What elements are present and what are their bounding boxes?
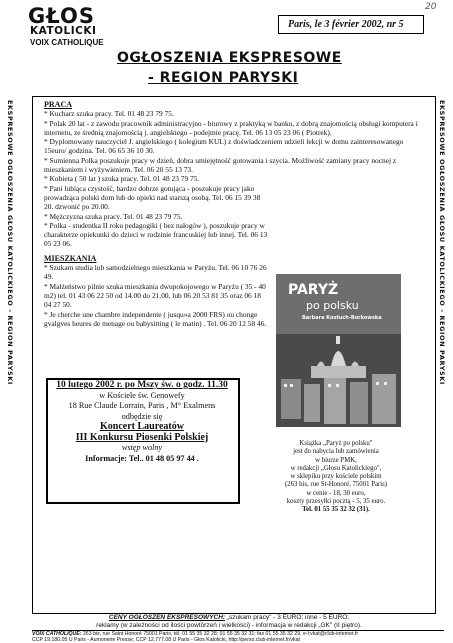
ad-item: * Polak 20 lat - z zawodu pracownik administracyjno - biurowy z praktyką w banku, z dobrą znajomością obsługi komputera i internetu, ze średnią znajomością j. angielskiego - podejmie pracę. Tel. 06 13 05 23 06 ( Piotrek).: [44, 118, 418, 137]
prices-label: CENY OGŁOSZEŃ EKSPRESOWYCH:: [108, 614, 226, 621]
ad-item: * Sumienna Polka poszukuje pracy w dzień, dobra umiejętność gotowania i szycia. Możliwość zamiany pracy nocnej z mieszkaniem i wyżywieniem. Tel. 06 20 55 13 73.: [44, 155, 397, 175]
logo-title: GŁOS: [28, 4, 95, 28]
book-info-line: jest do nabycia lub zamówienia: [293, 448, 379, 456]
book-info-phone: Tel. 01 55 35 32 32 (31).: [302, 506, 370, 514]
page-title-line1: OGŁOSZENIA EKSPRESOWE: [117, 50, 342, 66]
book-info-line: w sklepiku przy kościele polskim: [290, 473, 382, 481]
event-church: w Kościele św. Genowefy: [99, 390, 185, 400]
page-number: 20: [425, 2, 437, 12]
event-address: 18 Rue Claude Lorrain, Paris , M° Exalmens: [68, 401, 216, 410]
ad-item: * Małżeństwo pilnie szuka mieszkania dwupokojowego w Paryżu ( 35 - 40 m2) tel. 01 43 06 22 50 od 14.00 do 21.00, lub 06 20 53 81 35 oraz 06 18 04 27 50.: [44, 281, 266, 310]
section-heading-mieszkania: MIESZKANIA: [44, 253, 97, 263]
book-info-line: w cenie - 18, 30 euro,: [306, 489, 366, 497]
section-heading-praca: PRACA: [44, 100, 72, 109]
logo-french: VOIX CATHOLIQUE: [30, 38, 104, 47]
footer-label: VOIX CATHOLIQUE:: [32, 631, 82, 637]
event-date: 10 lutego 2002 r. po Mszy św. o godz. 11.30: [56, 380, 228, 390]
book-cover-author: Barbara Kostuch-Borkowska: [302, 315, 382, 321]
event-contact: Informacje: Tel.. 01 48 05 97 44 .: [85, 453, 199, 463]
ad-item: * Mężczyzna szuka pracy. Tel. 01 48 23 79 75.: [44, 211, 183, 221]
ad-item: * Polka - studentka II roku pedagogiki ( bez nałogów ), poszukuje pracy w charakterze opiekunki do dzieci w rodzinie francuskiej lub innej. Tel. 06 13 05 23 06.: [44, 220, 268, 249]
publisher-footer: [32, 631, 442, 643]
book-cover-subtitle: po polsku: [306, 299, 359, 312]
prices-line1: „szukam pracy" - 3 EURO; inne - 5 EURO;: [225, 614, 350, 621]
side-text-left: EKSPRESOWE OGŁOSZENIA GŁOSU KATOLICKIEGO - REGION PARYSKI: [6, 100, 14, 385]
ad-item: * Szukam studia lub samodzielnego mieszkania w Paryżu. Tel. 06 10 76 26 49.: [44, 263, 267, 282]
book-info-line: w biurze PMK,: [315, 456, 357, 464]
book-info-line: w redakcji „Głosu Katolickiego",: [290, 464, 382, 472]
event-subtitle: III Konkursu Piosenki Polskiej: [75, 431, 209, 443]
event-title: Koncert Laureatów: [100, 421, 184, 432]
book-cover-title: PARYŻ: [288, 282, 339, 298]
ad-item: * Dyplomowany nauczyciel J. angielskiego ( kolegium KUL) z doświadczeniem udzieli lekcji w domu zainteresowanego 15euro/ godzina. Tel. 06 65 36 10 30.: [44, 137, 404, 156]
issue-date: Paris, le 3 février 2002, nr 5: [288, 19, 404, 30]
ad-item: * Pani lubiąca czystość, bardzo dobrze gotująca - poszukuje pracy jako prowadząca polski dom lub do opieki nad starszą osobą. Tel. 06 15 39 38 20. dzwonić po 20.00.: [44, 183, 261, 212]
logo-subtitle: KATOLICKI: [30, 25, 97, 37]
ad-item: * Je cherche une chambre independente ( jusqu»a 2000 FRS) ou chonge gvalgves heures de menage ou babysitting ( le matin) . Tel. 06 20 12 58 46.: [44, 309, 267, 328]
book-info-line: (263 bis, rue St-Honoré, 75001 Paris): [284, 481, 388, 489]
event-intro: odbędzie się: [121, 411, 163, 421]
book-info-line: Książka „Paryż po polsku": [299, 440, 373, 447]
footer-line1: 263 bis, rue Saint Honoré 75001 Paris, tél. 01 55 35 32 28; 01 55 35 32 31; fax 01 55 35 32 29, e-l:vkat@club-internet.fr: [81, 631, 359, 637]
footer-line2: CCP 19.180.05 U Paris - Aumonerie Presse; CCP 12.777.08 U Paris - Głos Katolicki, http://perso.club-internet.fr/vkat: [32, 637, 300, 643]
book-info: [252, 440, 420, 515]
book-info-line: koszty przesyłki pocztą - 5, 35 euro.: [286, 498, 386, 506]
ad-item: * Kucharz szuka pracy. Tel. 01 48 23 79 75.: [44, 109, 174, 119]
prices-line2: reklamy (w zależności od ilości powtórzeń i wielkości) - informacja w redakcji „GK" (II piętro).: [96, 622, 362, 629]
ad-item: * Kobieta ( 50 lat ) szuka pracy. Tel. 01 48 23 79 75.: [44, 174, 200, 184]
ad-prices: [40, 614, 418, 630]
event-admission: wstęp wolny: [121, 443, 163, 452]
page-title-line2: - REGION PARYSKI: [148, 70, 299, 86]
side-text-right: EKSPRESOWE OGŁOSZENIA GŁOSU KATOLICKIEGO - REGION PARYSKI: [438, 100, 446, 385]
concert-announcement: [48, 380, 236, 464]
